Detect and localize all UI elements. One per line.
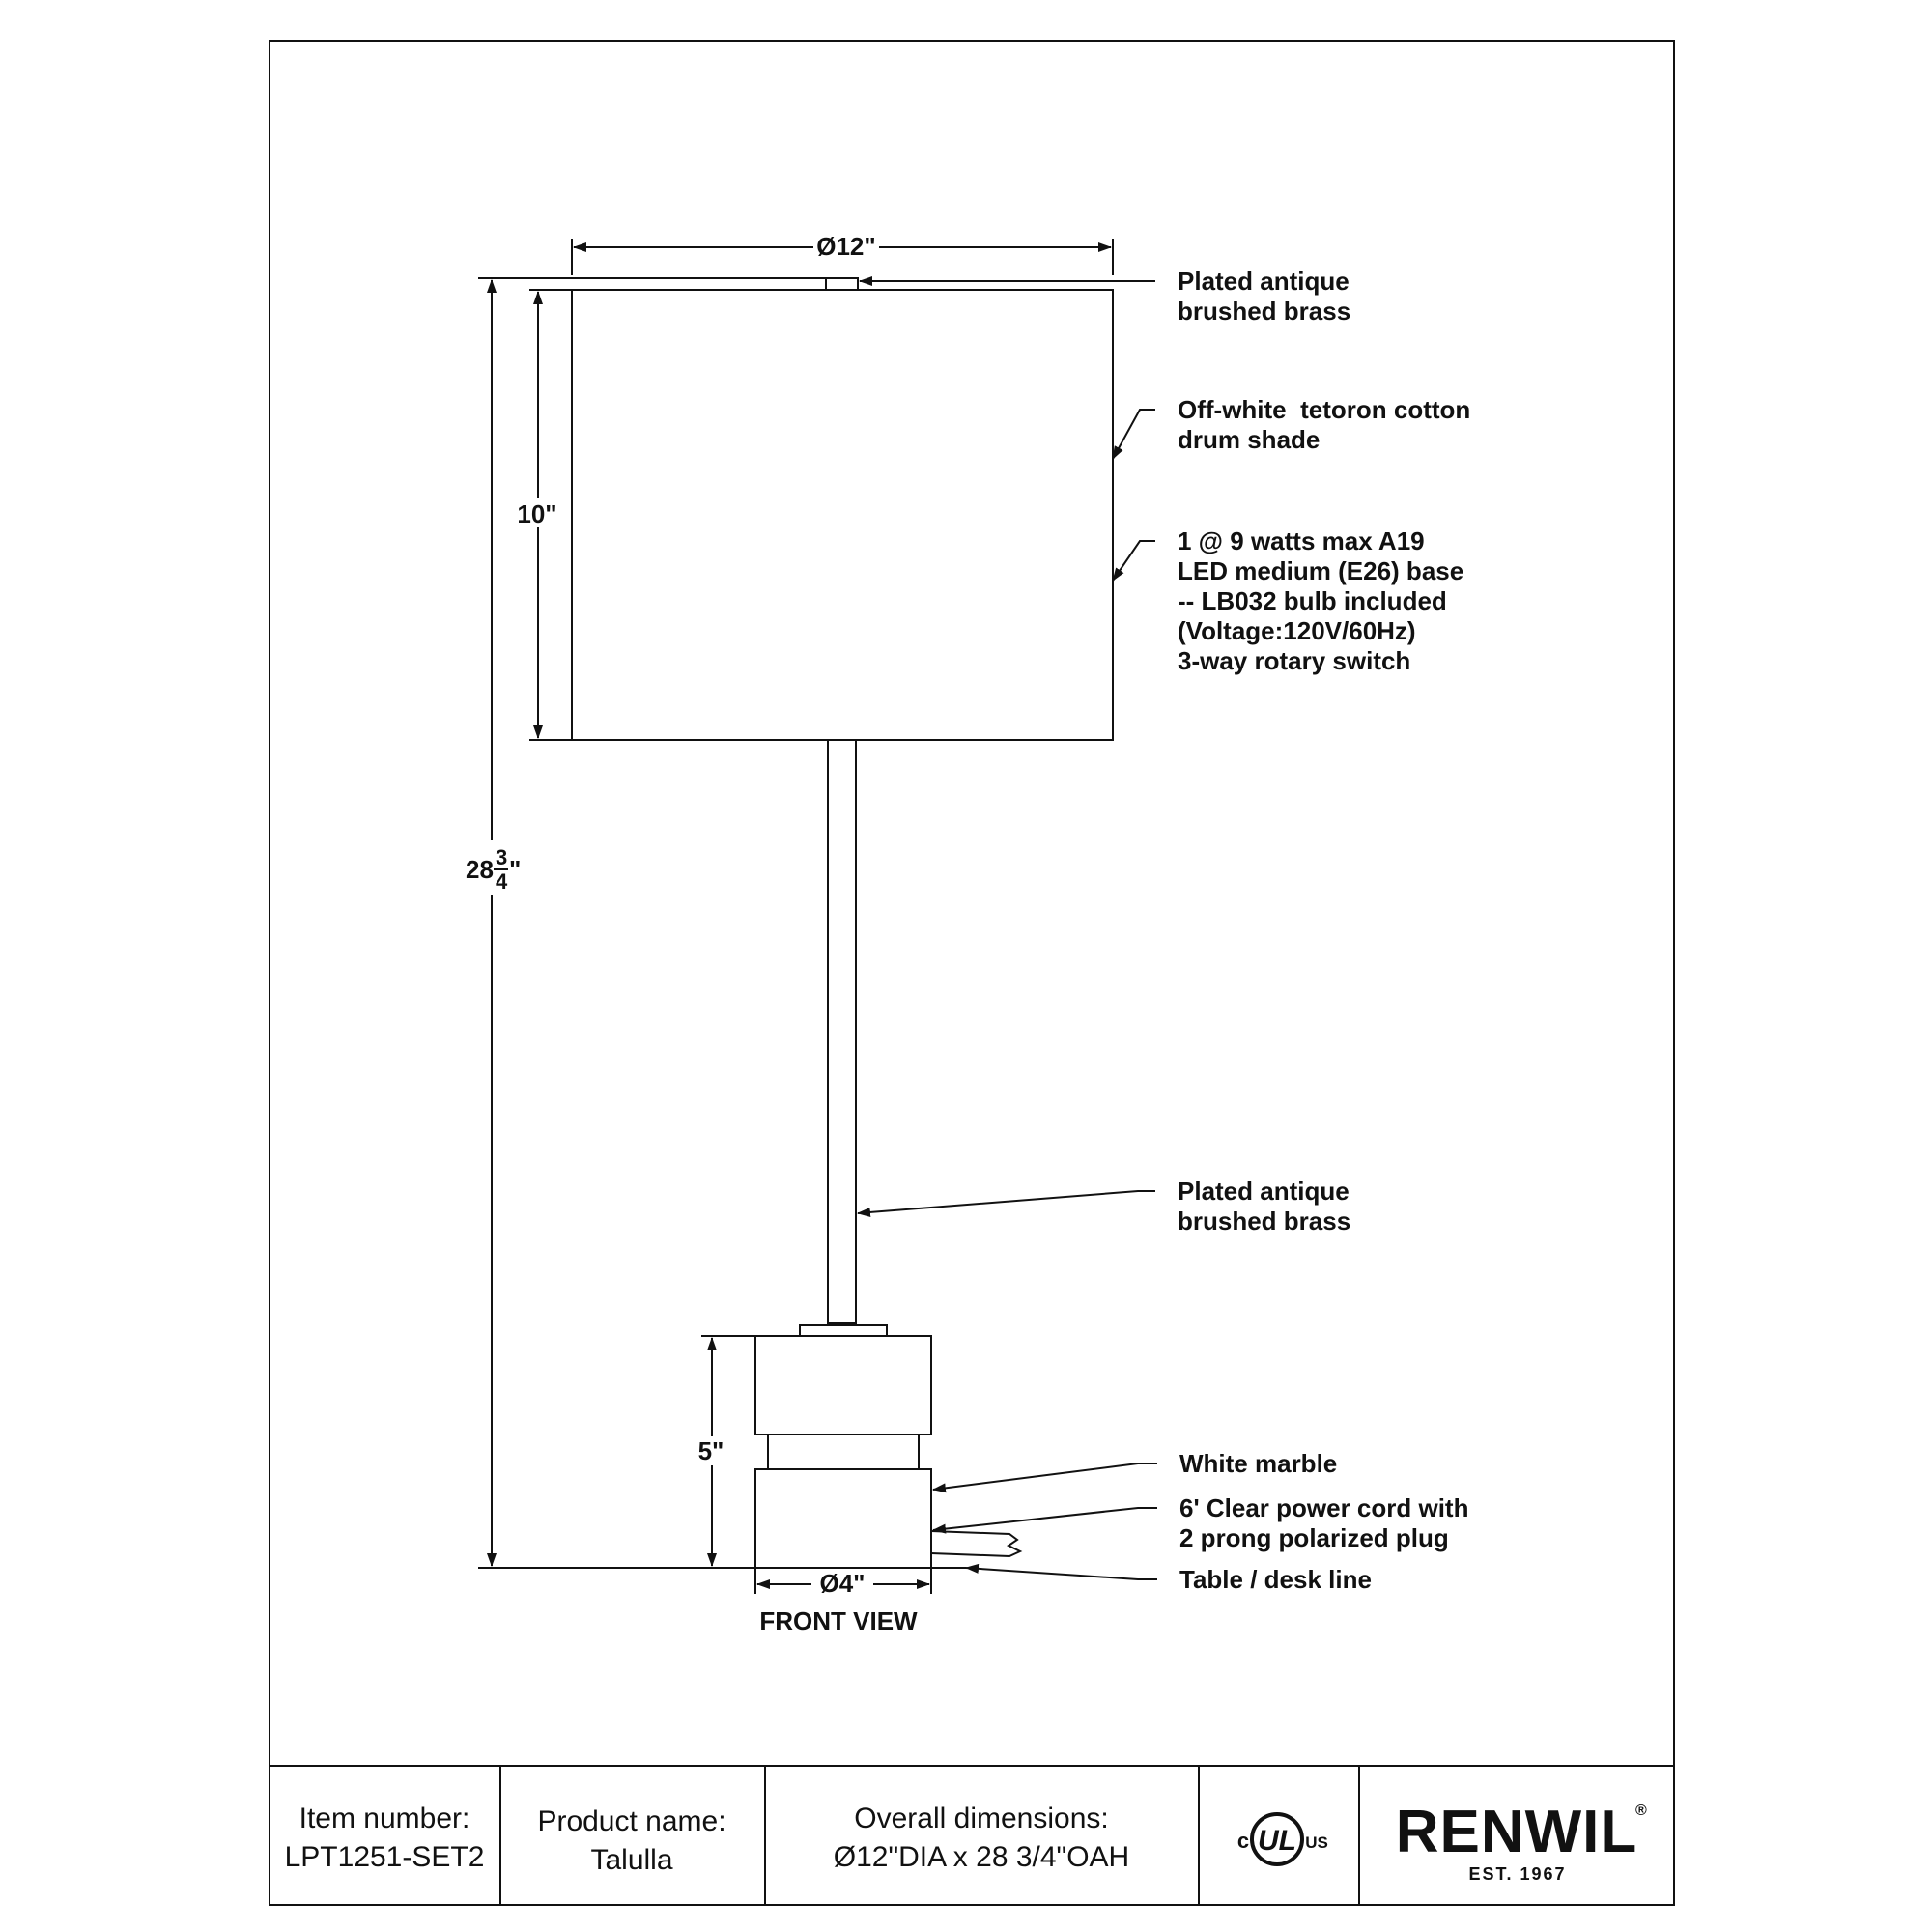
overall-height-denominator: 4 [496, 869, 508, 894]
power-cord [931, 1531, 1020, 1556]
svg-text:Table / desk line: Table / desk line [1179, 1565, 1372, 1594]
overall-dimensions-value: Ø12"DIA x 28 3/4"OAH [833, 1841, 1130, 1873]
svg-text:Plated antique: Plated antique [1178, 1177, 1350, 1206]
view-label: FRONT VIEW [759, 1606, 918, 1635]
base-height-label: 5" [697, 1436, 724, 1465]
finial [826, 278, 858, 290]
svg-text:Off-white tetoron cotton: Off-white tetoron cotton [1178, 395, 1471, 424]
brand-logo: RENWIL [1395, 1799, 1638, 1865]
stem [828, 740, 856, 1323]
svg-text:brushed brass: brushed brass [1178, 297, 1351, 326]
lamp-drawing [572, 278, 1113, 1568]
callout-finial [1178, 267, 1350, 326]
callout-cord [1179, 1493, 1468, 1552]
base-lower-block [755, 1469, 931, 1568]
svg-text:6' Clear power cord with: 6' Clear power cord with [1179, 1493, 1469, 1522]
drum-shade [572, 290, 1113, 740]
shade-height-label: 10" [517, 499, 557, 528]
overall-height-whole: 28 [466, 855, 494, 884]
callout-stem [1178, 1177, 1350, 1236]
callout-shade [1178, 395, 1470, 454]
base-neck [768, 1435, 919, 1469]
svg-text:3-way rotary switch: 3-way rotary switch [1178, 646, 1411, 675]
stem-leader [858, 1191, 1155, 1213]
svg-text:2 prong polarized plug: 2 prong polarized plug [1179, 1523, 1449, 1552]
overall-height-numerator: 3 [496, 845, 508, 869]
stem-collar [800, 1325, 887, 1336]
svg-text:US: US [1305, 1833, 1328, 1852]
svg-text:c: c [1236, 1829, 1250, 1853]
callout-bulb [1178, 526, 1463, 675]
sheet-border [270, 41, 1674, 1905]
svg-text:Plated antique: Plated antique [1178, 267, 1350, 296]
callout-base [1179, 1449, 1337, 1478]
bulb-leader [1113, 541, 1155, 581]
product-name-label: Product name: [537, 1805, 726, 1837]
overall-height-unit: " [509, 855, 522, 884]
base-upper-block [755, 1336, 931, 1435]
svg-text:drum shade: drum shade [1178, 425, 1321, 454]
item-number-value: LPT1251-SET2 [284, 1841, 485, 1873]
base-leader [933, 1463, 1157, 1490]
shade-leader [1113, 410, 1155, 459]
brand-established: EST. 1967 [1468, 1864, 1567, 1884]
cul-us-logo-icon [1237, 1814, 1328, 1864]
svg-text:White marble: White marble [1179, 1449, 1338, 1478]
svg-text:brushed brass: brushed brass [1178, 1207, 1351, 1236]
shade-diameter-label: Ø12" [816, 232, 876, 261]
item-number-label: Item number: [298, 1803, 470, 1834]
product-name-value: Talulla [590, 1844, 673, 1876]
svg-text:UL: UL [1258, 1825, 1296, 1857]
base-diameter-label: Ø4" [819, 1569, 866, 1598]
cord-leader [933, 1508, 1157, 1530]
svg-text:(Voltage:120V/60Hz): (Voltage:120V/60Hz) [1178, 616, 1416, 645]
brand-registered-mark: ® [1635, 1803, 1647, 1819]
svg-text:-- LB032 bulb included: -- LB032 bulb included [1178, 586, 1447, 615]
dimension-lines [478, 239, 1113, 1594]
svg-text:1 @ 9 watts max A19: 1 @ 9 watts max A19 [1178, 526, 1425, 555]
overall-dimensions-label: Overall dimensions: [854, 1803, 1109, 1834]
callout-table [1179, 1565, 1372, 1594]
table-leader [966, 1568, 1157, 1579]
svg-text:LED medium (E26) base: LED medium (E26) base [1178, 556, 1464, 585]
